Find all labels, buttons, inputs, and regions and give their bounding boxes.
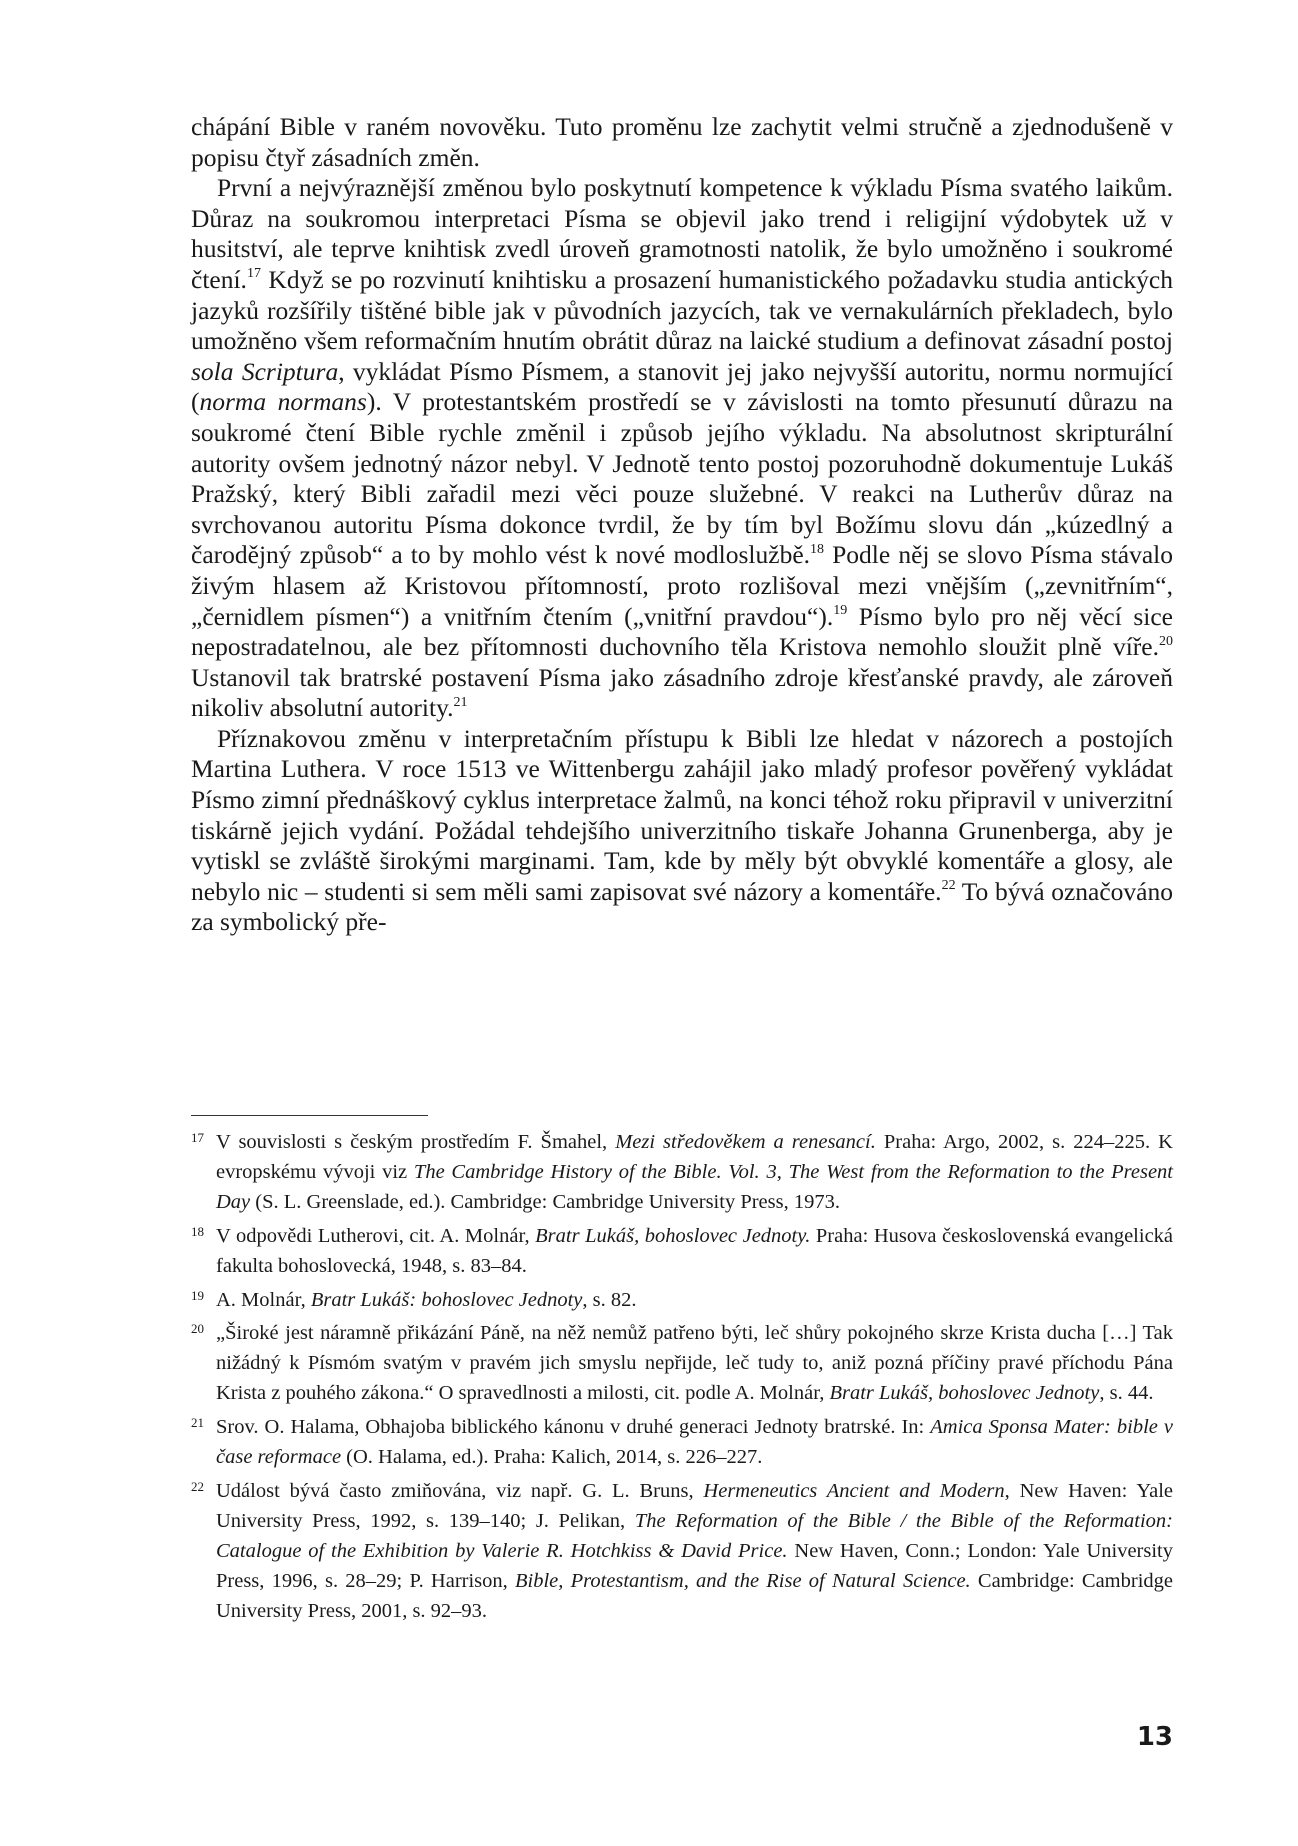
text-run: New Haven, Conn.; London: Yale University Press, 1996, s. 28–29; P. Harrison, <box>216 1539 1174 1592</box>
footnote-text <box>216 1413 1173 1473</box>
text-run: Srov. O. Halama, Obhajoba biblického kánonu v druhé generaci Jednoty bratrské. In: <box>216 1416 931 1439</box>
italic-term: sola Scriptura <box>191 356 339 386</box>
footnote-ref-18[interactable]: 18 <box>810 541 825 557</box>
italic-term: norma normans <box>199 387 367 417</box>
italic-title: Bratr Lukáš, bohoslovec Jednoty <box>829 1382 1100 1405</box>
footnote-text <box>216 1222 1173 1282</box>
footnote-divider <box>191 1115 428 1116</box>
text-run: Událost bývá často zmiňována, viz např. G. L. Bruns, <box>216 1479 704 1502</box>
footnote-number: 21 <box>191 1415 204 1431</box>
italic-title: Amica Sponsa Mater: bible v čase reformace <box>216 1416 1173 1469</box>
text-run: Praha: Husova československá evangelická fakulta bohoslovecká, 1948, s. 83–84. <box>216 1224 1174 1277</box>
footnote-18 <box>191 1222 1173 1282</box>
page-number: 13 <box>1136 1722 1173 1752</box>
footnote-ref-22[interactable]: 22 <box>941 878 956 894</box>
paragraph-1 <box>191 112 1173 173</box>
italic-title: Hermeneutics Ancient and Modern <box>703 1479 1005 1502</box>
text-run: Praha: Argo, 2002, s. 224–225. K evropskému vývoji viz <box>216 1131 1173 1183</box>
text-run: První a nejvýraznější změnou bylo poskytnutí kompetence k výkladu Písma svatého laikům. Důraz na soukromou interpretaci Písma se objevil jako trend i religijní výdobytek už v husitství, ale teprve knihtisk zvedl úroveň gramotnosti natolik, že bylo umožněno i soukromé čtení. <box>191 173 1173 294</box>
footnote-20 <box>191 1319 1173 1409</box>
footnote-ref-19[interactable]: 19 <box>833 603 848 618</box>
footnote-number: 19 <box>191 1287 204 1303</box>
footnote-19 <box>191 1286 1173 1316</box>
footnote-number: 17 <box>191 1130 204 1145</box>
paragraph-3 <box>191 724 1173 938</box>
text-run: , vykládat Písmo Písmem, a stanovit jej jako nejvyšší autoritu, normu normující ( <box>191 356 1174 417</box>
italic-title: The Reformation of the Bible / the Bible of the Reformation: Catalogue of the Exhibition by Valerie R. Hotchkiss & David Price. <box>216 1509 1173 1562</box>
text-run: V souvislosti s českým prostředím F. Šmahel, <box>216 1131 616 1153</box>
text-run: , s. 44. <box>1099 1382 1154 1405</box>
text-run: Ustanovil tak bratrské postavení Písma jako zásadního zdroje křesťanské pravdy, ale zároveň nikoliv absolutní autority. <box>191 662 1173 723</box>
italic-title: Bible, Protestantism, and the Rise of Natural Science. <box>514 1569 971 1592</box>
text-run: To bývá označováno za symbolický pře- <box>191 876 1173 937</box>
footnote-ref-17[interactable]: 17 <box>246 266 261 282</box>
footnote-ref-21[interactable]: 21 <box>453 694 468 710</box>
text-run: Příznakovou změnu v interpretačním přístupu k Bibli lze hledat v názorech a postojích Martina Luthera. V roce 1513 ve Wittenbergu zahájil jako mladý profesor pověřený vykládat Písmo zimní přednáškový cyklus interpretace žalmů, na konci téhož roku připravil v univerzitní tiskárně jejich vydání. Požádal tehdejšího univerzitního tiskaře Johanna Grunenberga, aby je vytiskl se zvláště širokými marginami. Tam, kde by měly být obvyklé komentáře a glosy, ale nebylo nic – studenti si sem měli sami zapisovat své názory a komentáře. <box>191 723 1173 906</box>
text-run: , s. 82. <box>582 1288 637 1311</box>
footnote-text <box>216 1128 1173 1218</box>
text-run: Podle něj se slovo Písma stávalo živým hlasem až Kristovou přítomností, proto rozlišoval mezi vnějším („zevnitřním“, „černidlem písmen“) a vnitřním čtením („vnitřní pravdou“). <box>191 540 1174 631</box>
italic-title: Bratr Lukáš: bohoslovec Jednoty <box>310 1288 583 1311</box>
footnote-text <box>216 1286 1173 1316</box>
footnote-text <box>216 1319 1173 1409</box>
text-run: Když se po rozvinutí knihtisku a prosazení humanistického požadavku studia antických jazyků rozšířily tištěné bible jak v původních jazycích, tak ve vernakulárních překladech, bylo umožněno všem reformačním hnutím obrátit důraz na laické studium a definovat zásadní postoj <box>191 264 1173 356</box>
text-run: Písmo bylo pro něj věcí sice nepostradatelnou, ale bez přítomnosti duchovního těla Kristova nemohlo sloužit plně víře. <box>191 601 1173 662</box>
footnote-21 <box>191 1413 1173 1473</box>
footnote-17 <box>191 1128 1173 1218</box>
text-run: (S. L. Greenslade, ed.). Cambridge: Cambridge University Press, 1973. <box>250 1190 840 1213</box>
text-run: chápání Bible v raném novověku. Tuto proměnu lze zachytit velmi stručně a zjednodušeně v popisu čtyř zásadních změn. <box>191 112 1173 172</box>
italic-title: Mezi středověkem a renesancí. <box>615 1131 876 1153</box>
italic-title: The Cambridge History of the Bible. Vol. 3, The West from the Reformation to the Present Day <box>216 1160 1173 1213</box>
text-run: V odpovědi Lutherovi, cit. A. Molnár, <box>216 1224 536 1247</box>
footnote-22 <box>191 1477 1173 1627</box>
footnote-number: 18 <box>191 1223 204 1239</box>
text-run: Cambridge: Cambridge University Press, 2001, s. 92–93. <box>216 1569 1173 1622</box>
italic-title: Bratr Lukáš, bohoslovec Jednoty. <box>535 1224 811 1247</box>
footnote-ref-20[interactable]: 20 <box>1159 633 1173 649</box>
text-run: , New Haven: Yale University Press, 1992, s. 139–140; J. Pelikan, <box>216 1479 1173 1532</box>
footnote-number: 22 <box>191 1478 204 1494</box>
text-run: A. Molnár, <box>216 1288 311 1311</box>
footnote-text <box>216 1477 1173 1627</box>
text-run: (O. Halama, ed.). Praha: Kalich, 2014, s. 226–227. <box>341 1446 763 1469</box>
footnote-number: 20 <box>191 1321 204 1337</box>
main-text <box>191 112 1173 938</box>
text-run: „Široké jest náramně přikázání Páně, na něž nemůž patřeno býti, leč shůry pokojného skrze Krista ducha […] Tak nižádný k Písmóm svatým v pravém jich smyslu nepřijde, leč tudy to, aniž pozná příčiny pravé příchodu Pána Krista z pouhého zákona.“ O spravedlnosti a milosti, cit. podle A. Molnár, <box>216 1322 1173 1405</box>
paragraph-2 <box>191 173 1173 724</box>
footnotes <box>191 1128 1173 1631</box>
text-run: ). V protestantském prostředí se v závislosti na tomto přesunutí důrazu na soukromé čtení Bible rychle změnil i způsob jejího výkladu. Na absolutnost skripturální autority ovšem jednotný názor nebyl. V Jednotě tento postoj pozoruhodně dokumentuje Lukáš Pražský, který Bibli zařadil mezi věci pouze služebné. V reakci na Lutherův důraz na svrchovanou autoritu Písma dokonce tvrdil, že by tím byl Božímu slovu dán „kúzedlný a čarodějný způsob“ a to by mohlo vést k nové modloslužbě. <box>191 387 1173 570</box>
